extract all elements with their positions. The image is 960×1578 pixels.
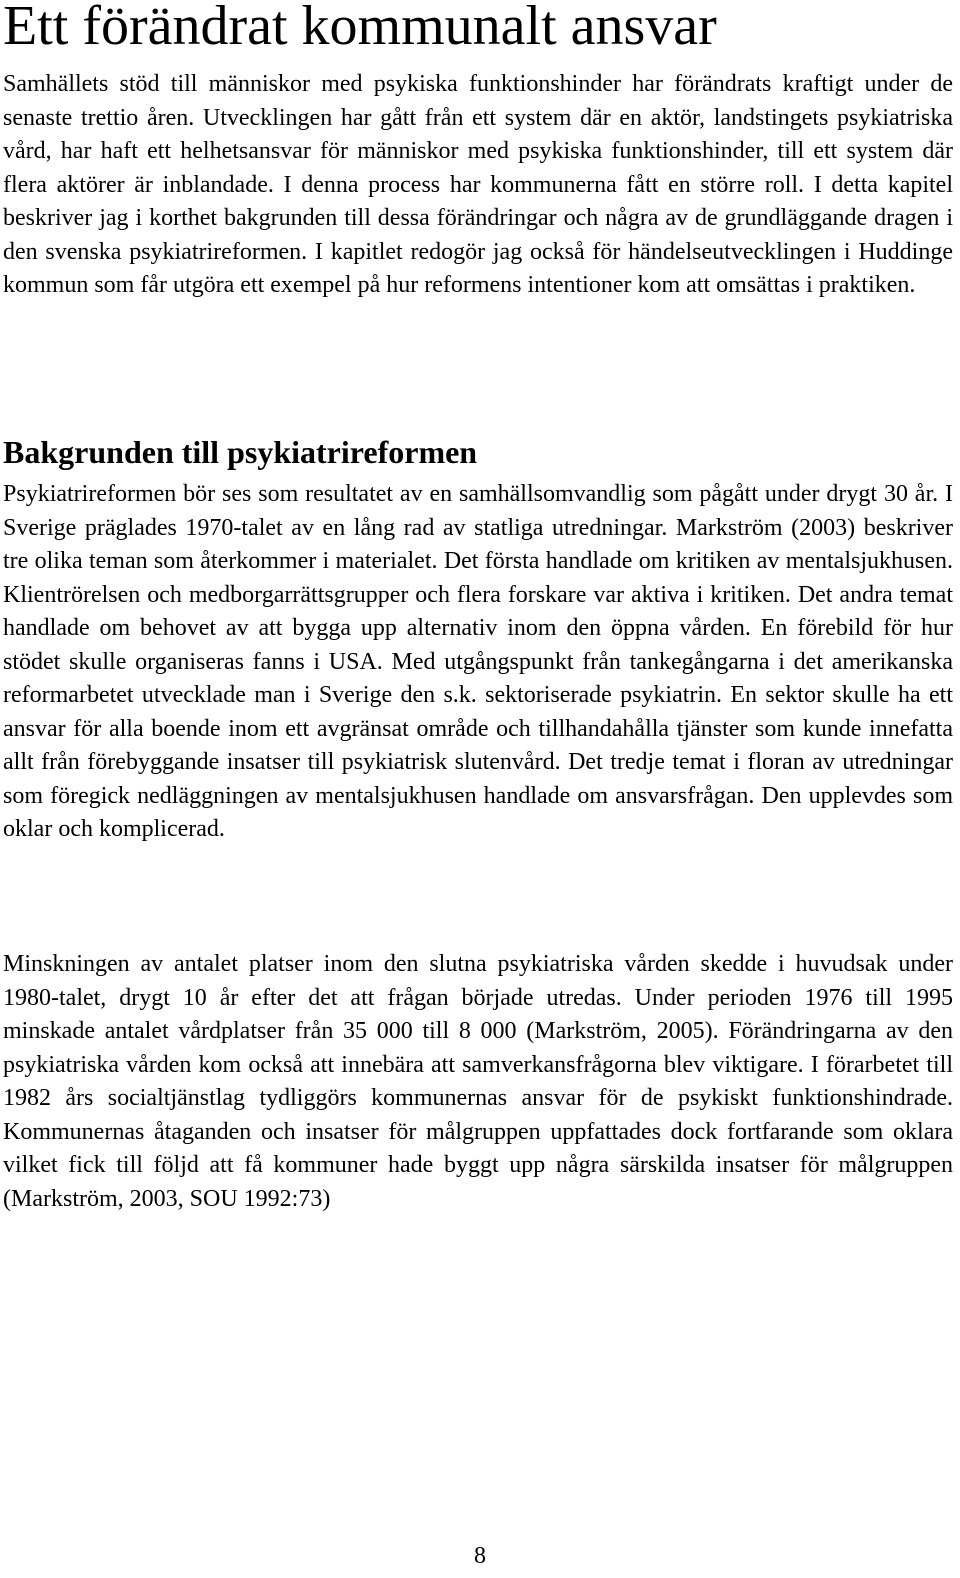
chapter-title: Ett förändrat kommunalt ansvar [3, 0, 717, 57]
intro-paragraph: Samhällets stöd till människor med psykiska funktionshinder har förändrats kraftigt under de senaste trettio åren. Utvecklingen har gått från ett system där en aktör, landstingets psykiatriska vård, har haft ett helhetsansvar för människor med psykiska funktionshinder, till ett system där flera aktörer är inblandade. I denna process har kommunerna fått en större roll. I detta kapitel beskriver jag i korthet bakgrunden till dessa förändringar och några av de grundläggande dragen i den svenska psykiatrireformen. I kapitlet redogör jag också för händelseutvecklingen i Huddinge kommun som får utgöra ett exempel på hur reformens intentioner kom att omsättas i praktiken. [3, 71, 953, 298]
section-paragraph-1: Psykiatrireformen bör ses som resultatet av en samhällsomvandlig som pågått under drygt 30 år. I Sverige präglades 1970-talet av en lång rad av statliga utredningar. Markström (2003) beskriver tre olika teman som återkommer i materialet. Det första handlade om kritiken av mentalsjukhusen. Klientrörelsen och medborgarrättsgrupper och flera forskare var aktiva i kritiken. Det andra temat handlade om behovet av att bygga upp alternativ inom den öppna vården. En förebild för hur stödet skulle organiseras fanns i USA. Med utgångspunkt från tankegångarna i det amerikanska reformarbetet utvecklade man i Sverige den s.k. sektoriserade psykiatrin. En sektor skulle ha ett ansvar för alla boende inom ett avgränsat område och tillhandahålla tjänster som kunde innefatta allt från förebyggande insatser till psykiatrisk slutenvård. Det tredje temat i floran av utredningar som föregick nedläggningen av mentalsjukhusen handlade om ansvarsfrågan. Den upplevdes som oklar och komplicerad. [3, 481, 953, 842]
page-number: 8 [474, 1543, 486, 1569]
section-paragraph-2: Minskningen av antalet platser inom den slutna psykiatriska vården skedde i huvudsak under 1980-talet, drygt 10 år efter det att frågan började utredas. Under perioden 1976 till 1995 minskade antalet vårdplatser från 35 000 till 8 000 (Markström, 2005). Förändringarna av den psykiatriska vården kom också att innebära att samverkansfrågorna blev viktigare. I förarbetet till 1982 års socialtjänstlag tydliggörs kommunernas ansvar för de psykiskt funktionshindrade. Kommunernas åtaganden och insatser för målgruppen uppfattades dock fortfarande som oklara vilket fick till följd att få kommuner hade byggt upp några särskilda insatser för målgruppen (Markström, 2003, SOU 1992:73) [3, 951, 953, 1212]
section-heading: Bakgrunden till psykiatrireformen [3, 434, 478, 470]
